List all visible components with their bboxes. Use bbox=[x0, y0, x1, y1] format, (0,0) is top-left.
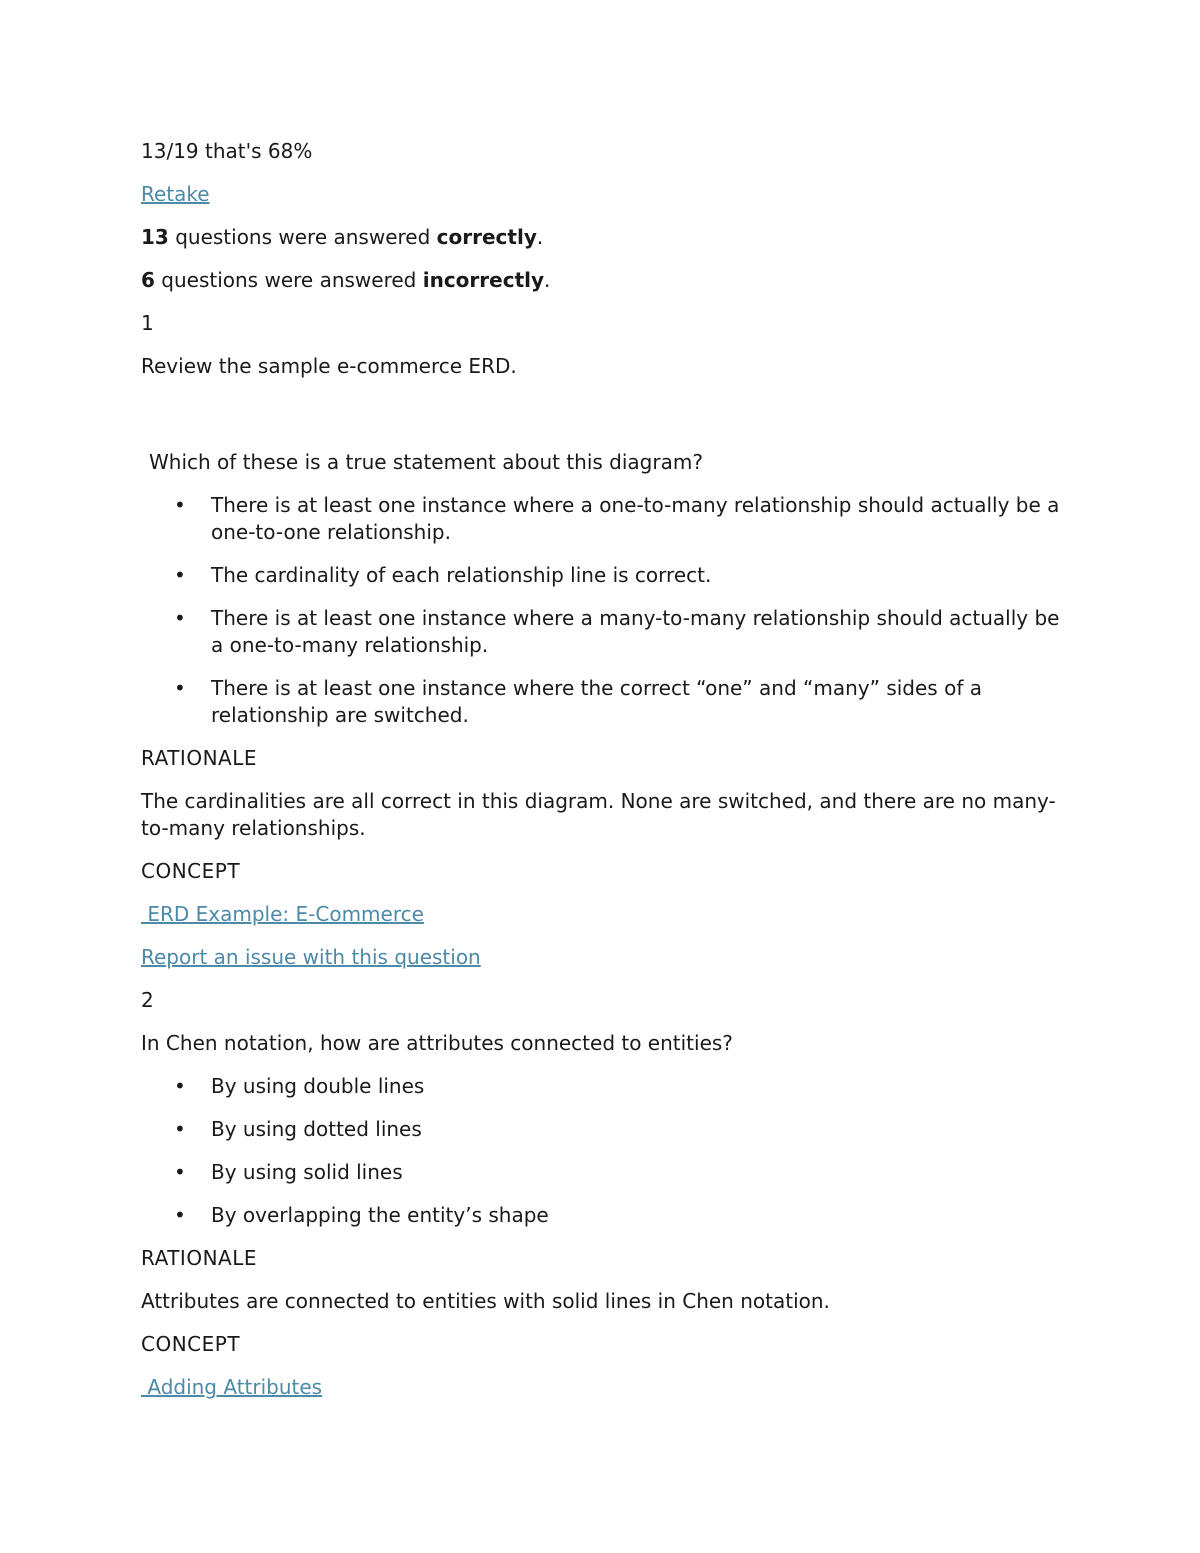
question-2-rationale-heading: RATIONALE bbox=[141, 1246, 257, 1270]
bullet-icon: • bbox=[174, 606, 186, 630]
bullet-icon: • bbox=[174, 563, 186, 587]
bullet-icon: • bbox=[174, 1203, 186, 1227]
bullet-icon: • bbox=[174, 493, 186, 517]
option-text: The cardinality of each relationship line is correct. bbox=[211, 563, 712, 587]
bullet-icon: • bbox=[174, 1160, 186, 1184]
quiz-results-document bbox=[141, 138, 1071, 1417]
option-text: There is at least one instance where a one-to-many relationship should actually be a one-to-one relationship. bbox=[211, 493, 1060, 544]
option-text: By overlapping the entity’s shape bbox=[211, 1203, 549, 1227]
question-2-concept-heading: CONCEPT bbox=[141, 1332, 241, 1356]
question-1-options bbox=[141, 492, 1071, 729]
score-summary: 13/19 that's 68% bbox=[141, 139, 313, 163]
question-2-option-3[interactable] bbox=[141, 1159, 1071, 1186]
question-1-option-3[interactable] bbox=[141, 605, 1071, 659]
question-2-rationale: Attributes are connected to entities with solid lines in Chen notation. bbox=[141, 1289, 830, 1313]
question-2-options bbox=[141, 1073, 1071, 1229]
correct-count: 13 bbox=[141, 225, 169, 249]
option-text: There is at least one instance where the correct “one” and “many” sides of a relationship are switched. bbox=[211, 676, 982, 727]
question-2-option-2[interactable] bbox=[141, 1116, 1071, 1143]
question-1-rationale-heading: RATIONALE bbox=[141, 746, 257, 770]
question-1-rationale: The cardinalities are all correct in this diagram. None are switched, and there are no many-to-many relationships. bbox=[141, 789, 1056, 840]
bullet-icon: • bbox=[174, 1074, 186, 1098]
retake-link[interactable]: Retake bbox=[141, 182, 210, 206]
question-1-text: Which of these is a true statement about this diagram? bbox=[149, 450, 703, 474]
question-2-option-4[interactable] bbox=[141, 1202, 1071, 1229]
correct-summary bbox=[141, 224, 1071, 251]
report-issue-link[interactable]: Report an issue with this question bbox=[141, 945, 481, 969]
correct-word: correctly bbox=[436, 225, 537, 249]
option-text: There is at least one instance where a many-to-many relationship should actually be a one-to-many relationship. bbox=[211, 606, 1060, 657]
bullet-icon: • bbox=[174, 1117, 186, 1141]
question-1-concept-link[interactable]: ERD Example: E-Commerce bbox=[141, 902, 424, 926]
option-text: By using double lines bbox=[211, 1074, 425, 1098]
incorrect-summary bbox=[141, 267, 1071, 294]
bullet-icon: • bbox=[174, 676, 186, 700]
question-1-prompt: Review the sample e-commerce ERD. bbox=[141, 354, 517, 378]
question-2-concept-link[interactable]: Adding Attributes bbox=[141, 1375, 323, 1399]
question-2-option-1[interactable] bbox=[141, 1073, 1071, 1100]
option-text: By using dotted lines bbox=[211, 1117, 422, 1141]
incorrect-period: . bbox=[544, 268, 551, 292]
diagram-spacer bbox=[141, 396, 1071, 449]
question-1-number: 1 bbox=[141, 311, 154, 335]
correct-text: questions were answered bbox=[168, 225, 437, 249]
question-2-number: 2 bbox=[141, 988, 154, 1012]
incorrect-text: questions were answered bbox=[154, 268, 423, 292]
question-2-text: In Chen notation, how are attributes connected to entities? bbox=[141, 1031, 733, 1055]
question-1-concept-heading: CONCEPT bbox=[141, 859, 241, 883]
question-1-option-1[interactable] bbox=[141, 492, 1071, 546]
question-1-option-2[interactable] bbox=[141, 562, 1071, 589]
correct-period: . bbox=[536, 225, 544, 249]
incorrect-word: incorrectly bbox=[422, 268, 545, 292]
option-text: By using solid lines bbox=[211, 1160, 403, 1184]
incorrect-count: 6 bbox=[141, 268, 155, 292]
question-1-option-4[interactable] bbox=[141, 675, 1071, 729]
